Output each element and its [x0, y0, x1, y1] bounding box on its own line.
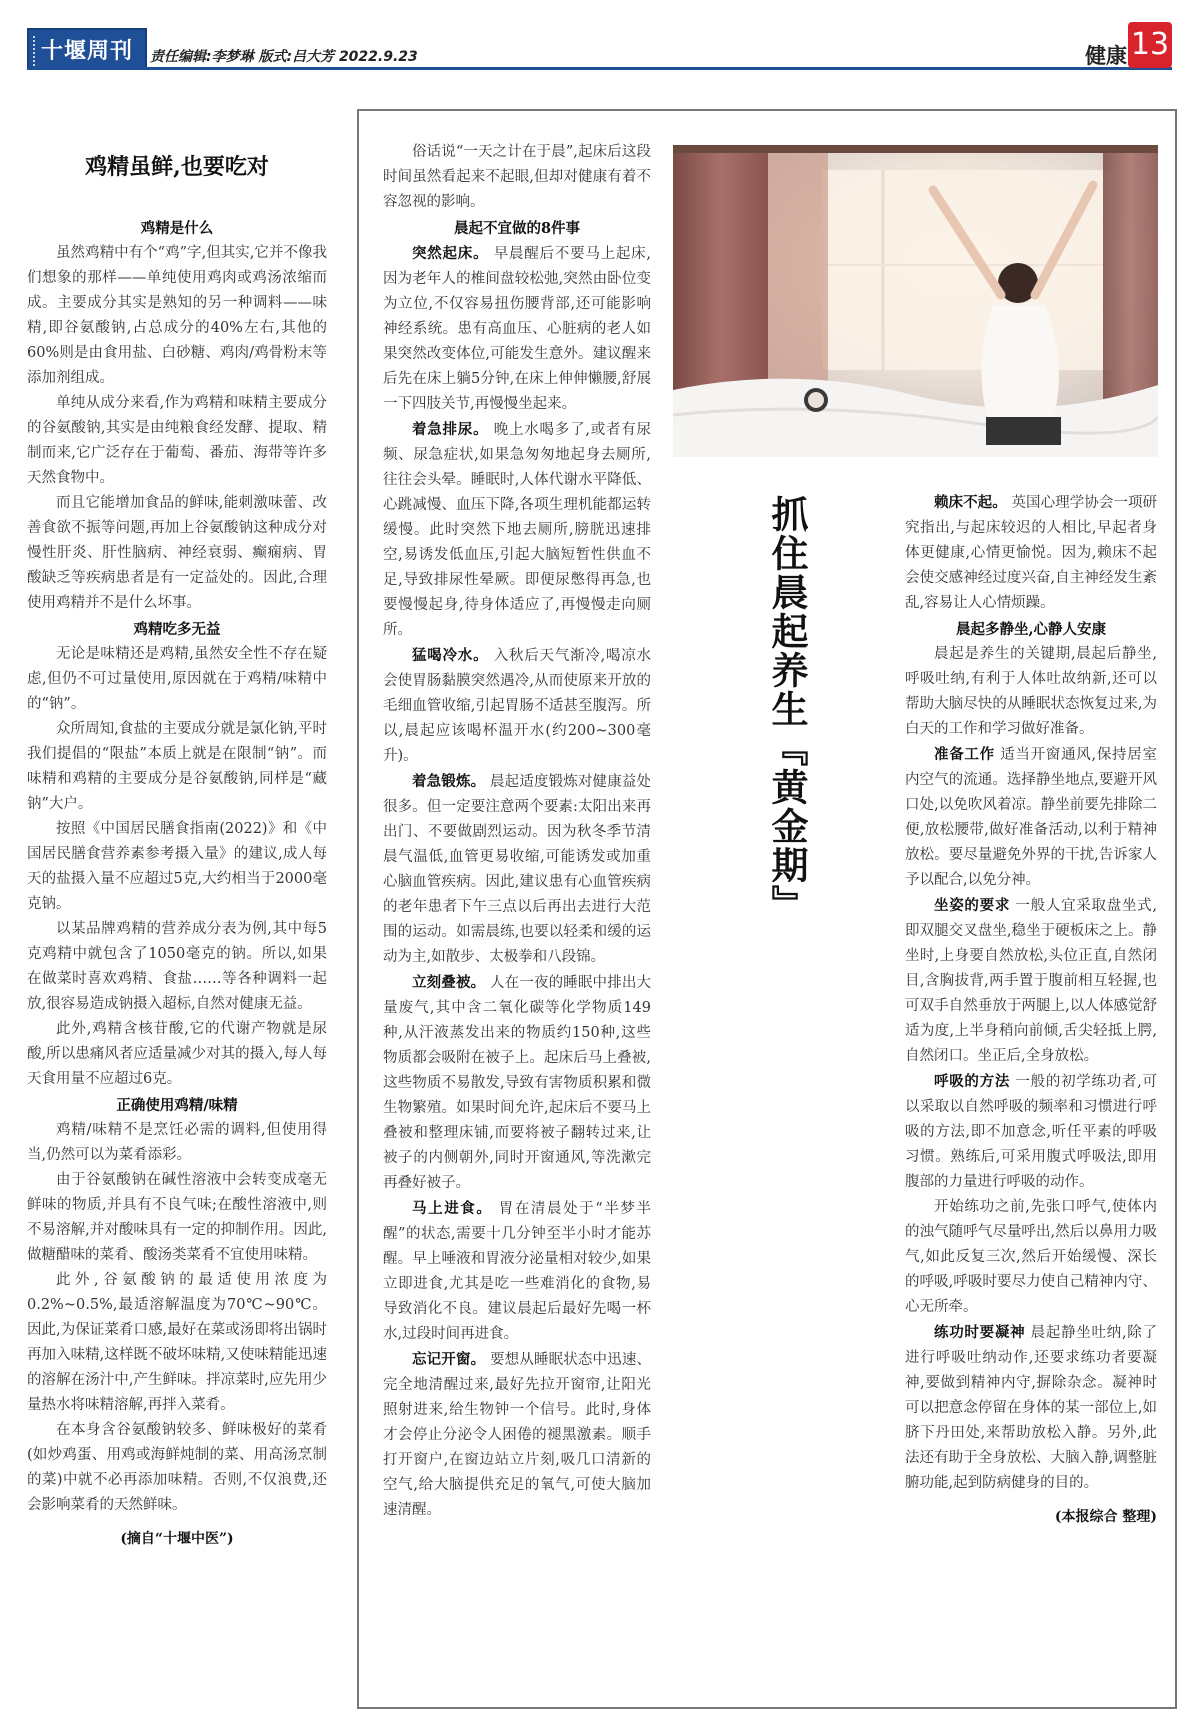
paragraph-text: 一般的初学练功者,可以采取以自然呼吸的频率和习惯进行呼吸的方法,即不加意念,听任平素的呼吸习惯。熟练后,可采用腹式呼吸法,即用腹部的力量进行呼吸的动作。 — [905, 1074, 1157, 1190]
article-title: 鸡精虽鲜,也要吃对 — [85, 154, 269, 180]
paragraph: 而且它能增加食品的鲜味,能刺激味蕾、改善食欲不振等问题,再加上谷氨酸钠这种成分对慢性肝炎、肝性脑病、神经衰弱、癫痫病、胃酸缺乏等疾病患者是有一定益处的。因此,合理使用鸡精并不是什么坏事。 — [27, 495, 327, 611]
article-morning-col-2 — [905, 490, 1157, 1526]
section-heading: 晨起不宜做的8件事 — [453, 220, 581, 237]
paragraph: 在本身含谷氨酸钠较多、鲜味极好的菜肴(如炒鸡蛋、用鸡或海鲜炖制的菜、用高汤烹制的菜)中就不必再添加味精。否则,不仅浪费,还会影响菜肴的天然鲜味。 — [27, 1422, 327, 1513]
editor-credit-line: 责任编辑:李梦琳 版式:吕大芳 2022.9.23 — [150, 49, 418, 65]
paragraph: 无论是味精还是鸡精,虽然安全性不存在疑虑,但仍不可过量使用,原因就在于鸡精/味精中的“钠”。 — [27, 646, 327, 712]
paragraph-text: 晨起适度锻炼对健康益处很多。但一定要注意两个要素:太阳出来再出门、不要做剧烈运动。因为秋冬季节清晨气温低,血管更易收缩,可能诱发或加重心脑血管疾病。因此,建议患有心血管疾病的老年患者下午三点以后再出去进行大范围的运动。如需晨练,也要以轻柔和缓的运动为主,如散步、太极拳和八段锦。 — [383, 774, 652, 965]
paragraph: 按照《中国居民膳食指南(2022)》和《中国居民膳食营养素参考摄入量》的建议,成人每天的盐摄入量不应超过5克,大约相当于2000毫克钠。 — [27, 821, 327, 912]
paragraph — [905, 1069, 1157, 1195]
paragraph-text: 入秋后天气渐冷,喝凉水会使胃肠黏膜突然遇冷,从而使原来开放的毛细血管收缩,引起胃肠不适甚至腹泻。所以,晨起应该喝杯温开水(约200~300毫升)。 — [383, 648, 652, 764]
paragraph-text: 人在一夜的睡眠中排出大量废气,其中含二氧化碳等化学物质149种,从汗液蒸发出来的物质约150种,这些物质都会吸附在被子上。起床后马上叠被,这些物质不易散发,导致有害物质积累和微生物繁殖。如果时间允许,起床后不要马上叠被和整理床铺,而要将被子翻转过来,让被子的内侧朝外,同时开窗通风,等洗漱完再叠好被子。 — [383, 975, 652, 1191]
section-heading: 晨起多静坐,心静人安康 — [955, 621, 1107, 638]
masthead-logo: 十堰周刊 — [27, 28, 147, 70]
paragraph: 单纯从成分来看,作为鸡精和味精主要成分的谷氨酸钠,其实是由纯粮食经发酵、提取、精制而来,它广泛存在于葡萄、番茄、海带等许多天然食物中。 — [27, 395, 327, 486]
photo-illustration — [673, 145, 1158, 457]
paragraph — [905, 642, 1157, 742]
paragraph-lead: 呼吸的方法 — [934, 1073, 1011, 1090]
page-header — [0, 0, 1200, 86]
paragraph — [383, 643, 651, 769]
paragraph — [905, 1320, 1157, 1496]
paragraph — [905, 893, 1157, 1069]
paragraph-text: 早晨醒后不要马上起床,因为老年人的椎间盘较松弛,突然由卧位变为立位,不仅容易扭伤腰背部,还可能影响神经系统。患有高血压、心脏病的老人如果突然改变体位,可能发生意外。建议醒来后先在床上躺5分钟,在床上伸伸懒腰,舒展一下四肢关节,再慢慢坐起来。 — [383, 246, 652, 412]
section-heading: 正确使用鸡精/味精 — [116, 1097, 238, 1114]
paragraph-lead: 坐姿的要求 — [934, 897, 1011, 914]
source-note: (摘自“十堰中医”) — [120, 1531, 234, 1547]
section-heading: 鸡精吃多无益 — [133, 621, 221, 638]
paragraph-lead: 准备工作 — [934, 746, 995, 763]
paragraph-text: 适当开窗通风,保持居室内空气的流通。选择静坐地点,要避开风口处,以免吹风着凉。静坐前要先排除二便,放松腰带,做好准备活动,以利于精神放松。要尽量避免外界的干扰,告诉家人予以配合,以免分神。 — [905, 747, 1157, 888]
paragraph — [383, 1196, 651, 1347]
paragraph — [383, 1347, 651, 1523]
paragraph: 此外,谷氨酸钠的最适使用浓度为0.2%~0.5%,最适溶解温度为70℃~90℃。因此,为保证菜肴口感,最好在菜或汤即将出锅时再加入味精,这样既不破坏味精,又使味精能迅速的溶解在汤汁中,产生鲜味。拌凉菜时,应先用少量热水将味精溶解,再拌入菜肴。 — [27, 1272, 327, 1413]
article-chicken-essence — [27, 150, 327, 1548]
paragraph: 鸡精/味精不是烹饪必需的调料,但使用得当,仍然可以为菜肴添彩。 — [27, 1122, 327, 1163]
paragraph: 众所周知,食盐的主要成分就是氯化钠,平时我们提倡的“限盐”本质上就是在限制“钠”。而味精和鸡精的主要成分是谷氨酸钠,同样是“藏钠”大户。 — [27, 721, 327, 812]
paragraph-text: 开始练功之前,先张口呼气,使体内的浊气随呼气尽量呼出,然后以鼻用力吸气,如此反复三次,然后开始缓慢、深长的呼吸,呼吸时要尽力使自己精神内守、心无所牵。 — [905, 1199, 1157, 1315]
paragraph: 虽然鸡精中有个“鸡”字,但其实,它并不像我们想象的那样——单纯使用鸡肉或鸡汤浓缩而成。主要成分其实是熟知的另一种调料——味精,即谷氨酸钠,占总成分的40%左右,其他的60%则是由食用盐、白砂糖、鸡肉/鸡骨粉末等添加剂组成。 — [27, 245, 327, 386]
section-heading: 鸡精是什么 — [140, 220, 214, 237]
paragraph-lead: 着急排尿。 — [412, 421, 489, 438]
paragraph-text: 胃在清晨处于“半梦半醒”的状态,需要十几分钟至半小时才能苏醒。早上唾液和胃液分泌量相对较少,如果立即进食,尤其是吃一些难消化的食物,易导致消化不良。建议晨起后最好先喝一杯水,过段时间再进食。 — [383, 1201, 652, 1342]
morning-stretch-photo — [673, 145, 1158, 457]
paragraph-lead: 着急锻炼。 — [412, 773, 486, 790]
article-morning-col-1 — [383, 140, 651, 1523]
source-note: (本报综合 整理) — [1054, 1509, 1157, 1525]
paragraph — [905, 1195, 1157, 1320]
paragraph — [383, 769, 651, 970]
paragraph-lead: 马上进食。 — [412, 1200, 493, 1217]
article-title-vertical: 抓住晨起养生『黄金期』 — [765, 495, 809, 924]
paragraph — [383, 970, 651, 1196]
header-rule — [27, 67, 1172, 70]
paragraph-text: 一般人宜采取盘坐式,即双腿交叉盘坐,稳坐于硬板床之上。静坐时,上身要自然放松,头位正直,自然闭目,含胸拔背,两手置于腹前相互轻握,也可双手自然垂放于两腿上,以人体感觉舒适为度,上半身稍向前倾,舌尖轻抵上腭,自然闭口。坐正后,全身放松。 — [905, 898, 1157, 1064]
paragraph-lead: 立刻叠被。 — [412, 974, 486, 991]
paragraph-text: 晚上水喝多了,或者有尿频、尿急症状,如果急匆匆地起身去厕所,往往会头晕。睡眠时,人体代谢水平降低、心跳减慢、血压下降,各项生理机能都运转缓慢。此时突然下地去厕所,膀胱迅速排空,易诱发低血压,引起大脑短暂性供血不足,导致排尿性晕厥。即便尿憋得再急,也要慢慢起身,待身体适应了,再慢慢走向厕所。 — [383, 422, 652, 638]
paragraph-lead: 练功时要凝神 — [934, 1324, 1026, 1341]
paragraph-text: 晨起是养生的关键期,晨起后静坐,呼吸吐纳,有利于人体吐故纳新,还可以帮助大脑尽快的从睡眠状态恢复过来,为白天的工作和学习做好准备。 — [905, 646, 1157, 737]
paragraph — [383, 140, 651, 215]
paragraph-lead: 突然起床。 — [412, 245, 489, 262]
paragraph — [905, 490, 1157, 616]
paragraph — [383, 417, 651, 643]
paragraph-lead: 赖床不起。 — [934, 494, 1007, 511]
paragraph-text: 要想从睡眠状态中迅速、完全地清醒过来,最好先拉开窗帘,让阳光照射进来,给生物钟一个信号。此时,身体才会停止分泌令人困倦的褪黑激素。顺手打开窗户,在窗边站立片刻,吸几口清新的空气,给大脑提供充足的氧气,可使大脑加速清醒。 — [383, 1352, 652, 1518]
paragraph: 以某品牌鸡精的营养成分表为例,其中每5克鸡精中就包含了1050毫克的钠。所以,如果在做菜时喜欢鸡精、食盐……等各种调料一起放,很容易造成钠摄入超标,自然对健康无益。 — [27, 921, 327, 1012]
paragraph-lead: 猛喝冷水。 — [412, 647, 489, 664]
paragraph: 此外,鸡精含核苷酸,它的代谢产物就是尿酸,所以患痛风者应适量减少对其的摄入,每人每天食用量不应超过6克。 — [27, 1021, 327, 1087]
paragraph — [905, 742, 1157, 893]
paragraph — [383, 241, 651, 417]
page-number: 13 — [1128, 22, 1172, 68]
paragraph-lead: 忘记开窗。 — [412, 1351, 486, 1368]
paragraph-text: 晨起静坐吐纳,除了进行呼吸吐纳动作,还要求练功者要凝神,要做到精神内守,摒除杂念。凝神时可以把意念停留在身体的某一部位上,如脐下丹田处,来帮助放松入静。另外,此法还有助于全身放松、大脑入静,调整脏腑功能,起到防病健身的目的。 — [905, 1325, 1157, 1491]
paragraph: 由于谷氨酸钠在碱性溶液中会转变成毫无鲜味的物质,并具有不良气味;在酸性溶液中,则不易溶解,并对酸味具有一定的抑制作用。因此,做糖醋味的菜肴、酸汤类菜肴不宜使用味精。 — [27, 1172, 327, 1263]
paragraph-text: 英国心理学协会一项研究指出,与起床较迟的人相比,早起者身体更健康,心情更愉悦。因为,赖床不起会使交感神经过度兴奋,自主神经发生紊乱,容易让人心情烦躁。 — [905, 495, 1158, 611]
paragraph-text: 俗话说“一天之计在于晨”,起床后这段时间虽然看起来不起眼,但却对健康有着不容忽视的影响。 — [383, 144, 651, 210]
section-label: 健康 — [1085, 44, 1127, 68]
